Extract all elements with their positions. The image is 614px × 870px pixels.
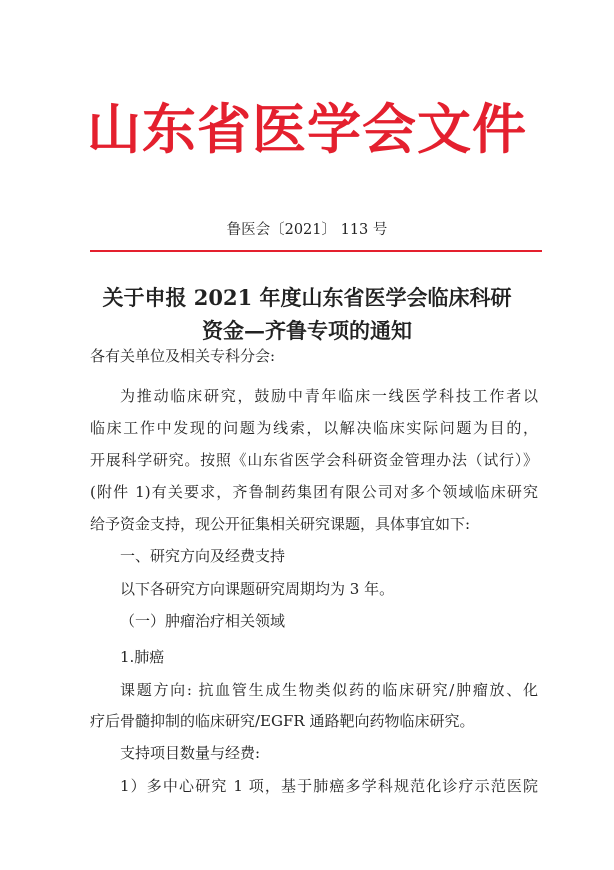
topic-direction-line-2: 疗后骨髓抑制的临床研究/EGFR 通路靶向药物临床研究。 bbox=[90, 712, 475, 730]
section-1-text: 以下各研究方向课题研究周期均为 3 年。 bbox=[120, 580, 395, 598]
subsection-1-heading: （一）肿瘤治疗相关领域 bbox=[120, 612, 286, 630]
support-heading: 支持项目数量与经费: bbox=[120, 744, 261, 762]
paragraph-1-line-2: 临床工作中发现的问题为线索，以解决临床实际问题为目的， bbox=[90, 419, 538, 437]
topic-direction-line-1: 课题方向: 抗血管生成生物类似药的临床研究/肿瘤放、化 bbox=[120, 681, 538, 699]
paragraph-1-line-4: (附件 1)有关要求，齐鲁制药集团有限公司对多个领域临床研究 bbox=[90, 483, 538, 501]
paragraph-1-line-3: 开展科学研究。按照《山东省医学会科研资金管理办法（试行）》 bbox=[90, 451, 538, 469]
paragraph-1-line-5: 给予资金支持，现公开征集相关研究课题，具体事宜如下: bbox=[90, 515, 471, 533]
salutation: 各有关单位及相关专科分会: bbox=[90, 347, 276, 365]
issuer-header-title: 山东省医学会文件 bbox=[87, 97, 527, 161]
item-1-heading: 1.肺癌 bbox=[120, 648, 165, 666]
notice-title-line-2: 资金—齐鲁专项的通知 bbox=[202, 318, 412, 343]
support-item-1: 1）多中心研究 1 项，基于肺癌多学科规范化诊疗示范医院 bbox=[120, 777, 538, 795]
section-1-heading: 一、研究方向及经费支持 bbox=[120, 547, 286, 565]
notice-title-line-1: 关于申报 2021 年度山东省医学会临床科研 bbox=[102, 285, 512, 310]
red-divider-rule bbox=[90, 250, 542, 252]
document-number: 鲁医会〔2021〕 113 号 bbox=[226, 222, 388, 238]
paragraph-1-line-1: 为推动临床研究，鼓励中青年临床一线医学科技工作者以 bbox=[120, 387, 538, 405]
